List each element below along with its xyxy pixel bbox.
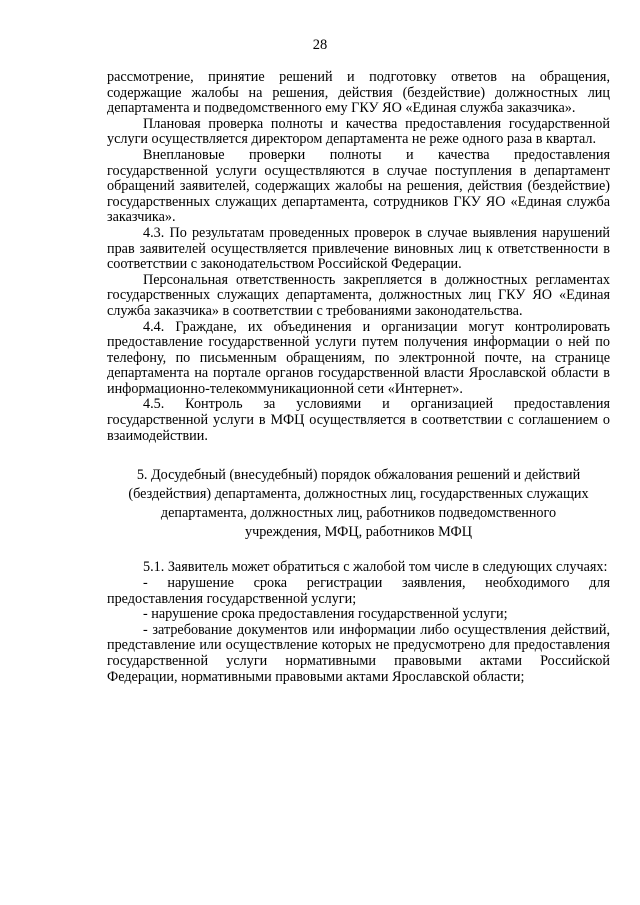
- list-item: - затребование документов или информации либо осуществления действий, представление или осуществление которых не предусмотрено для предоставления государственной услуги нормативными правовыми актами Российской Федерации, нормативными правовыми актами Ярославской области;: [107, 621, 610, 685]
- section-heading-line: учреждения, МФЦ, работников МФЦ: [244, 523, 472, 540]
- paragraph-4-4: 4.4. Граждане, их объединения и организации могут контролировать предоставление государственной услуги путем получения информации о ней по телефону, по письменным обращениям, по электронной почте, на странице департамента на портале органов государственной власти Ярославской области в информационно-телекоммуникационной сети «Интернет».: [107, 318, 610, 397]
- paragraph-5-1: 5.1. Заявитель может обратиться с жалобой том числе в следующих случаях:: [143, 559, 608, 576]
- section-heading-line: (бездействия) департамента, должностных лиц, государственных служащих: [128, 486, 589, 503]
- section-heading-line: департамента, должностных лиц, работников подведомственного: [160, 504, 557, 521]
- list-item: - нарушение срока регистрации заявления, необходимого для предоставления государственной услуги;: [107, 575, 610, 607]
- paragraph-unplanned-check: Внеплановые проверки полноты и качества предоставления государственной услуги осуществляются в случае поступления в департамент обращений заявителей, содержащих жалобы на решения, действия (бездействие) государственных служащих департамента, сотрудников ГКУ ЯО «Единая служба заказчика».: [107, 146, 610, 226]
- paragraph-personal-responsibility: Персональная ответственность закрепляется в должностных регламентах государственных служащих департамента, должностных лиц ГКУ ЯО «Единая служба заказчика» в соответствии с требованиями законодательства.: [107, 271, 610, 319]
- document-body: [107, 70, 610, 685]
- section-5-heading: [107, 466, 610, 541]
- paragraph-continuation: рассмотрение, принятие решений и подготовку ответов на обращения, содержащие жалобы на решения, действия (бездействие) должностных лиц департамента и подведомственного ему ГКУ ЯО «Единая служба заказчика».: [107, 69, 610, 117]
- section-heading-line: 5. Досудебный (внесудебный) порядок обжалования решений и действий: [136, 467, 581, 484]
- page-number: 28: [312, 37, 328, 53]
- paragraph-planned-check: Плановая проверка полноты и качества предоставления государственной услуги осуществляется директором департамента не реже одного раза в квартал.: [107, 115, 610, 148]
- paragraph-4-3: 4.3. По результатам проведенных проверок в случае выявления нарушений прав заявителей осуществляется привлечение виновных лиц к ответственности в соответствии с законодательством Российской Федерации.: [107, 224, 610, 273]
- paragraph-4-5: 4.5. Контроль за условиями и организацией предоставления государственной услуги в МФЦ осуществляется в соответствии с соглашением о взаимодействии.: [107, 396, 610, 444]
- list-item: - нарушение срока предоставления государственной услуги;: [143, 606, 508, 623]
